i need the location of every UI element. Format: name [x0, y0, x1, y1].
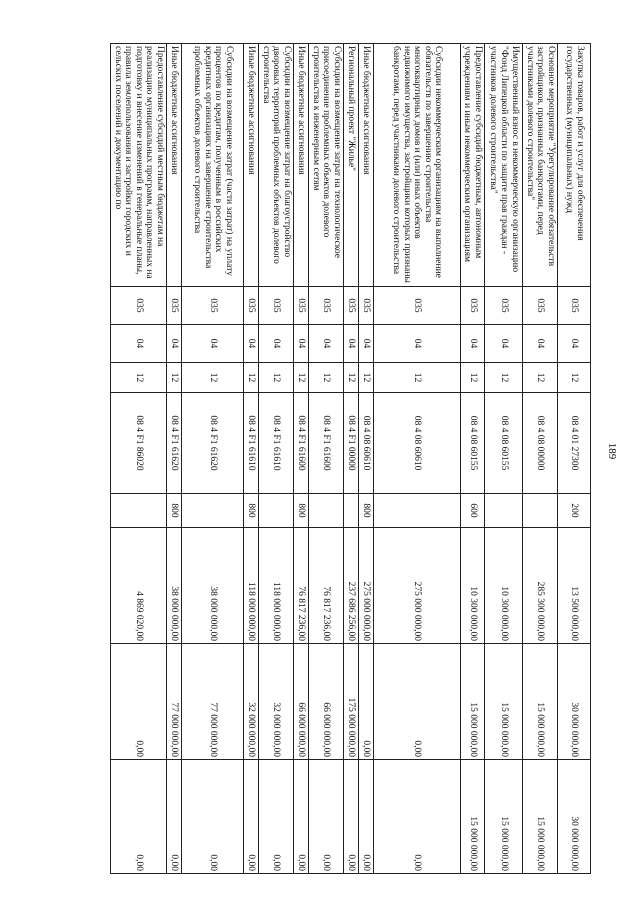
section-code: 04	[111, 325, 167, 363]
expense-type	[182, 494, 244, 528]
target-article: 08 4 01 27300	[558, 393, 591, 494]
section-code: 04	[343, 325, 358, 363]
amount-year-1: 13 500 000,00	[558, 528, 591, 644]
section-code: 04	[460, 325, 484, 363]
amount-year-1: 4 869 020,00	[111, 528, 167, 644]
table-row	[244, 44, 259, 874]
amount-year-1: 275 000 000,00	[373, 528, 460, 644]
row-name: Предоставление субсидий бюджетным, автономным учреждениям и иным некоммерческим организациям	[460, 44, 484, 287]
admin-code: 035	[343, 287, 358, 325]
row-name: Иные бюджетные ассигнования	[358, 44, 373, 287]
row-name: Основное мероприятие "Урегулирование обязательств застройщиков, признанных банкротами, перед участниками долевого строительства"	[523, 44, 558, 287]
amount-year-3: 0,00	[358, 760, 373, 874]
target-article: 08 4 F1 61610	[259, 393, 294, 494]
table-row	[259, 44, 294, 874]
amount-year-3: 15 000 000,00	[460, 760, 484, 874]
subsection-code: 12	[294, 363, 309, 393]
expense-type	[523, 494, 558, 528]
subsection-code: 12	[111, 363, 167, 393]
amount-year-1: 118 000 000,00	[259, 528, 294, 644]
row-name: Субсидии на возмещение затрат (части затрат) на уплату процентов по кредитам, полученным в российских кредитных организациях на завершение строительства проблемных объектов долевого строительства	[182, 44, 244, 287]
section-code: 04	[182, 325, 244, 363]
admin-code: 035	[259, 287, 294, 325]
row-name: Субсидии на возмещение затрат на благоустройство дворовых территорий проблемных объектов долевого строительства	[259, 44, 294, 287]
amount-year-3: 15 000 000,00	[523, 760, 558, 874]
row-name: Субсидии на возмещение затрат на технологическое присоединение проблемных объектов долевого строительства к инженерным сетям	[309, 44, 344, 287]
amount-year-3: 0,00	[259, 760, 294, 874]
amount-year-2: 15 000 000,00	[523, 644, 558, 760]
section-code: 04	[558, 325, 591, 363]
section-code: 04	[523, 325, 558, 363]
admin-code: 035	[373, 287, 460, 325]
expense-type	[373, 494, 460, 528]
expense-type	[485, 494, 523, 528]
amount-year-2: 0,00	[111, 644, 167, 760]
amount-year-1: 38 000 000,00	[167, 528, 182, 644]
admin-code: 035	[358, 287, 373, 325]
subsection-code: 12	[244, 363, 259, 393]
section-code: 04	[309, 325, 344, 363]
admin-code: 035	[167, 287, 182, 325]
target-article: 08 4 08 60610	[358, 393, 373, 494]
target-article: 08 4 F1 61620	[182, 393, 244, 494]
target-article: 08 4 F1 86020	[111, 393, 167, 494]
amount-year-1: 237 686 256,00	[343, 528, 358, 644]
expense-type: 800	[244, 494, 259, 528]
expense-type: 800	[358, 494, 373, 528]
expense-type: 800	[167, 494, 182, 528]
target-article: 08 4 F1 61600	[309, 393, 344, 494]
page-number: 189	[606, 442, 618, 460]
section-code: 04	[485, 325, 523, 363]
target-article: 08 4 F1 61600	[294, 393, 309, 494]
amount-year-2: 66 000 000,00	[309, 644, 344, 760]
admin-code: 035	[294, 287, 309, 325]
section-code: 04	[358, 325, 373, 363]
row-name: Закупка товаров, работ и услуг для обеспечения государственных (муниципальных) нужд	[558, 44, 591, 287]
subsection-code: 12	[343, 363, 358, 393]
row-name: Иные бюджетные ассигнования	[167, 44, 182, 287]
amount-year-2: 15 000 000,00	[460, 644, 484, 760]
target-article: 08 4 F1 61610	[244, 393, 259, 494]
amount-year-2: 77 000 000,00	[167, 644, 182, 760]
amount-year-2: 0,00	[373, 644, 460, 760]
section-code: 04	[373, 325, 460, 363]
subsection-code: 12	[485, 363, 523, 393]
amount-year-3: 30 000 000,00	[558, 760, 591, 874]
expense-type	[259, 494, 294, 528]
subsection-code: 12	[259, 363, 294, 393]
row-name: Иные бюджетные ассигнования	[244, 44, 259, 287]
admin-code: 035	[309, 287, 344, 325]
amount-year-3: 0,00	[182, 760, 244, 874]
row-name: Субсидии некоммерческим организациям на выполнение обязательств по завершению строительства многоквартирных домов и (или) иных объектов недвижимого имущества, застройщики которых признаны банкротами, перед участниками долевого строительства	[373, 44, 460, 287]
admin-code: 035	[558, 287, 591, 325]
budget-table	[110, 43, 591, 874]
amount-year-1: 275 000 000,00	[358, 528, 373, 644]
expense-type: 200	[558, 494, 591, 528]
admin-code: 035	[485, 287, 523, 325]
subsection-code: 12	[460, 363, 484, 393]
table-row	[182, 44, 244, 874]
section-code: 04	[294, 325, 309, 363]
amount-year-3: 0,00	[309, 760, 344, 874]
amount-year-3: 0,00	[244, 760, 259, 874]
table-row	[343, 44, 358, 874]
admin-code: 035	[523, 287, 558, 325]
section-code: 04	[259, 325, 294, 363]
subsection-code: 12	[167, 363, 182, 393]
admin-code: 035	[111, 287, 167, 325]
subsection-code: 12	[558, 363, 591, 393]
table-row	[460, 44, 484, 874]
admin-code: 035	[460, 287, 484, 325]
amount-year-3: 0,00	[111, 760, 167, 874]
amount-year-2: 30 000 000,00	[558, 644, 591, 760]
amount-year-1: 76 817 236,00	[309, 528, 344, 644]
expense-type: 800	[294, 494, 309, 528]
expense-type	[343, 494, 358, 528]
table-row	[358, 44, 373, 874]
amount-year-2: 15 000 000,00	[485, 644, 523, 760]
expense-type	[111, 494, 167, 528]
amount-year-2: 175 000 000,00	[343, 644, 358, 760]
amount-year-3: 0,00	[294, 760, 309, 874]
amount-year-2: 32 000 000,00	[244, 644, 259, 760]
amount-year-3: 15 000 000,00	[485, 760, 523, 874]
target-article: 08 4 08 60155	[460, 393, 484, 494]
section-code: 04	[244, 325, 259, 363]
table-row	[523, 44, 558, 874]
amount-year-2: 66 000 000,00	[294, 644, 309, 760]
subsection-code: 12	[523, 363, 558, 393]
table-row	[309, 44, 344, 874]
subsection-code: 12	[358, 363, 373, 393]
amount-year-3: 0,00	[343, 760, 358, 874]
table-row	[167, 44, 182, 874]
expense-type	[309, 494, 344, 528]
amount-year-2: 0,00	[358, 644, 373, 760]
admin-code: 035	[182, 287, 244, 325]
target-article: 08 4 08 00000	[523, 393, 558, 494]
section-code: 04	[167, 325, 182, 363]
amount-year-1: 10 300 000,00	[485, 528, 523, 644]
amount-year-1: 118 000 000,00	[244, 528, 259, 644]
row-name: Региональный проект "Жилье"	[343, 44, 358, 287]
subsection-code: 12	[182, 363, 244, 393]
target-article: 08 4 08 60610	[373, 393, 460, 494]
table-body	[111, 44, 591, 874]
row-name: Иные бюджетные ассигнования	[294, 44, 309, 287]
target-article: 08 4 F1 00000	[343, 393, 358, 494]
table-row	[373, 44, 460, 874]
rotated-page	[49, 43, 591, 873]
row-name: Предоставление субсидий местным бюджетам на реализацию муниципальных программ, направленных на подготовку и внесение изменений в генеральные планы, правила землепользования и застройки городских и сельских поселений и документацию по	[111, 44, 167, 287]
amount-year-1: 38 000 000,00	[182, 528, 244, 644]
amount-year-2: 32 000 000,00	[259, 644, 294, 760]
amount-year-3: 0,00	[167, 760, 182, 874]
amount-year-3: 0,00	[373, 760, 460, 874]
amount-year-1: 10 300 000,00	[460, 528, 484, 644]
expense-type: 600	[460, 494, 484, 528]
table-row	[294, 44, 309, 874]
table-row	[485, 44, 523, 874]
amount-year-1: 76 817 236,00	[294, 528, 309, 644]
subsection-code: 12	[373, 363, 460, 393]
admin-code: 035	[244, 287, 259, 325]
target-article: 08 4 08 60155	[485, 393, 523, 494]
table-row	[558, 44, 591, 874]
amount-year-2: 77 000 000,00	[182, 644, 244, 760]
amount-year-1: 285 300 000,00	[523, 528, 558, 644]
subsection-code: 12	[309, 363, 344, 393]
target-article: 08 4 F1 61620	[167, 393, 182, 494]
table-row	[111, 44, 167, 874]
row-name: Имущественный взнос в некоммерческую организацию "Фонд Липецкой области по защите прав граждан - участников долевого строительства"	[485, 44, 523, 287]
